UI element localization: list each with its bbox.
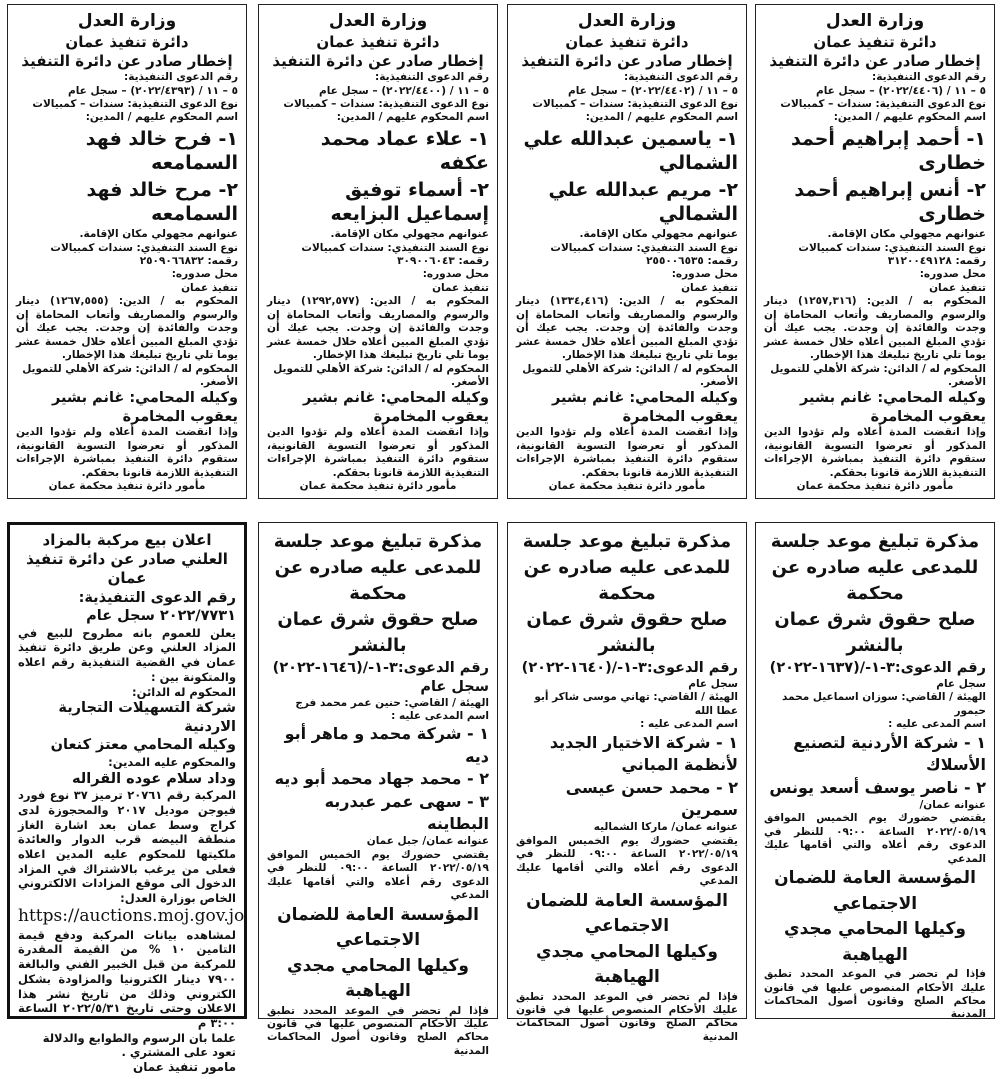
defendant-name: ٢ - ناصر يوسف أسعد يونس xyxy=(769,777,986,797)
defendants-label: اسم المحكوم عليهم / المدين: xyxy=(336,111,489,124)
defendant-name: ١ - شركة الاختيار الجديد لأنظمة المباني xyxy=(549,732,738,775)
issue-place-label: محل صدوره: xyxy=(171,268,238,281)
document-number: رقمه: ٣٠٩٠٠٦٠٤٣ xyxy=(397,255,489,267)
judge: الهيئة / القاضي: حنين عمر محمد فرج xyxy=(295,696,489,709)
judge: الهيئة / القاضي: سوزان اسماعيل محمد حيمور xyxy=(782,691,986,717)
defendant-label: اسم المدعى عليه : xyxy=(888,718,986,731)
signature: مأمور دائرة تنفيذ محكمة عمان xyxy=(548,480,706,493)
issue-place: تنفيذ عمان xyxy=(432,281,489,294)
fees-note: علما بان الرسوم والطوابع والدلالة تعود على المشتري . xyxy=(42,1030,236,1060)
defendant-name: ٢ - محمد جهاد محمد أبو ديه xyxy=(274,769,489,789)
creditor: المحكوم له / الدائن: شركة الأهلي للتمويل الأصغر. xyxy=(273,362,489,388)
amount-text: المحكوم به / الدين: (١٣٣٤,٤١٦) دينار والرسوم والمصاريف وأتعاب المحاماة إن وجدت والفائدة إن وجدت. يجب عيك أن تؤدي المبلغ المبين أعلاه خلال خمسة عشر يوما تلي تاريخ تبليغك هذا الإخطار. xyxy=(516,295,739,362)
department-name: دائرة تنفيذ عمان xyxy=(565,32,689,51)
execution-notice xyxy=(7,4,247,499)
hearing-title: مذكرة تبليغ موعد جلسة xyxy=(522,531,732,552)
plaintiff: المؤسسة العامة للضمان الاجتماعي xyxy=(526,890,728,937)
document-type: نوع السند التنفيذي: سندات كمبيالات xyxy=(550,241,738,254)
warning-text: وإذا انقضت المدة أعلاه ولم تؤدوا الدين المذكور أو تعرضوا التسوية القانونية، ستقوم دائرة التنفيذ بمباشرة الإجراءات التنفيذية اللازمة قانونا بحقكم. xyxy=(267,426,489,479)
hearing-title: مذكرة تبليغ موعد جلسة xyxy=(770,531,980,552)
defendant-name: ٢- مرح خالد فهد السمامعه xyxy=(86,178,238,225)
registry: سجل عام xyxy=(936,678,986,691)
hearing-body: يقتضي حضورك يوم الخميس الموافق ٢٠٢٢/٠٥/١٩ الساعة ٠٩:٠٠ للنظر في الدعوى رقم أعلاه والتي أقامها عليك المدعي xyxy=(764,812,986,865)
debtor-label: والمحكوم عليه المدين: xyxy=(108,754,236,769)
department-name: دائرة تنفيذ عمان xyxy=(65,32,189,51)
notice-headline: إخطار صادر عن دائرة التنفيذ xyxy=(769,51,981,70)
auction-details: لمشاهده بيانات المركبة ودفع قيمة التامين ١٠ % من القيمة المقدرة للمركبة من قبل الخبير الفني والبالغة ٧٩٠٠ دينار الكترونيا والمزاودة بشكل الكتروني وذلك من تاريخ نشر هذا الاعلان وحتى تاريخ ٢٠٢٢/٥/٣١ الساعة ٣:٠٠ م xyxy=(18,927,236,1030)
case-type: نوع الدعوى التنفيذية: سندات – كمبيالات xyxy=(780,98,986,110)
auction-intro: يعلن للعموم بانه مطروح للبيع في المزاد العلني وعن طريق دائرة تنفيذ عمان في القضية التنفيذية رقم اعلاه والمتكونة بين : xyxy=(18,625,236,684)
hearing-notice xyxy=(755,522,995,1019)
case-type: نوع الدعوى التنفيذية: سندات – كمبيالات xyxy=(283,98,489,110)
case-type: نوع الدعوى التنفيذية: سندات – كمبيالات xyxy=(32,98,238,110)
notice-headline: إخطار صادر عن دائرة التنفيذ xyxy=(21,51,233,70)
warning-text: وإذا انقضت المدة أعلاه ولم تؤدوا الدين المذكور أو تعرضوا التسوية القانونية، ستقوم دائرة التنفيذ بمباشرة الإجراءات التنفيذية اللازمة قانونا بحقكم. xyxy=(764,426,986,479)
case-number: رقم الدعوى:٣-١-/(١٦٤٠-٢٠٢٢) xyxy=(521,660,738,677)
plaintiff-lawyer: وكيلها المحامي مجدي الهياهبة xyxy=(784,919,966,965)
defendant-name: ٢- أسماء توفيق إسماعيل البزايعه xyxy=(330,178,489,225)
plaintiff-lawyer: وكيلها المحامي مجدي الهياهبة xyxy=(287,955,469,1002)
address: عنوانهم مجهولي مكان الإقامة. xyxy=(579,228,738,241)
address: عنوانهم مجهولي مكان الإقامة. xyxy=(79,228,238,241)
signature: مامور تنفيذ عمان xyxy=(132,1060,236,1075)
defendant-name: ٢- أنس إبراهيم أحمد خطارى xyxy=(794,178,986,225)
amount-text: المحكوم به / الدين: (١٢٥٧,٣١٦) دينار والرسوم والمصاريف وأتعاب المحاماة إن وجدت والفائدة إن وجدت. يجب عيك أن تؤدي المبلغ المبين أعلاه خلال خمسة عشر يوما تلي تاريخ تبليغك هذا الإخطار. xyxy=(764,295,987,362)
defendant-name: ٢- مريم عبدالله علي الشمالي xyxy=(548,178,738,225)
creditor-lawyer: وكيله المحامي: غانم بشير يعقوب المخامرة xyxy=(551,390,738,425)
warning-text: فإذا لم تحضر في الموعد المحدد تطبق عليك الأحكام المنصوص عليها في قانون محاكم الصلح وقانون أصول المحاكمات المدنية xyxy=(267,1004,489,1057)
case-number: ٥ – ١١ / (٢٠٢٢/٤٣٩٣) – سجل عام xyxy=(68,84,238,97)
address: عنوانه عمان/ xyxy=(919,798,986,811)
case-number: ٥ – ١١ / (٢٠٢٢/٤٤٠٢) – سجل عام xyxy=(568,84,738,97)
execution-notice xyxy=(755,4,995,499)
defendant-name: ١- أحمد إبراهيم أحمد خطارى xyxy=(791,127,986,175)
auction-url-link[interactable]: https://auctions.moj.gov.jo xyxy=(18,905,245,926)
hearing-court: صلح حقوق شرق عمان بالنشر xyxy=(277,609,479,657)
address: عنوانه عمان/ جبل عمان xyxy=(366,835,489,848)
ministry-name: وزارة العدل xyxy=(77,11,177,31)
case-label: رقم الدعوى التنفيذية: xyxy=(872,71,986,84)
case-number: ٥ – ١١ / (٢٠٢٢/٤٤٠٠) – سجل عام xyxy=(319,84,489,97)
issue-place-label: محل صدوره: xyxy=(422,268,489,281)
case-type: نوع الدعوى التنفيذية: سندات – كمبيالات xyxy=(532,98,738,110)
case-number: رقم الدعوى:٣-١-/(١٦٤٦-٢٠٢٢) سجل عام xyxy=(272,660,489,696)
issue-place-label: محل صدوره: xyxy=(919,268,986,281)
registry: سجل عام xyxy=(688,678,738,691)
creditor-lawyer: وكيله المحامي معتز كنعان xyxy=(50,737,236,754)
hearing-body: يقتضي حضورك يوم الخميس الموافق ٢٠٢٢/٠٥/١٩ الساعة ٠٩:٠٠ للنظر في الدعوى رقم أعلاه والتي أقامها عليك المدعي xyxy=(267,848,489,902)
judge: الهيئة / القاضي: تهاني موسى شاكر أبو عطا الله xyxy=(534,691,738,717)
document-number: رقمه: ٣١٢٠٠٤٩١٢٨ xyxy=(887,255,986,267)
address: عنوانه عمان/ ماركا الشماليه xyxy=(593,821,738,834)
amount-text: المحكوم به / الدين: (١٢٦٧,٥٥٥) دينار والرسوم والمصاريف وأتعاب المحاماة إن وجدت والفائدة إن وجدت. يجب عيك أن تؤدي المبلغ المبين أعلاه خلال خمسة عشر يوما تلي تاريخ تبليغك هذا الإخطار. xyxy=(16,295,239,362)
document-number: رقمه: ٢٥٠٩٠٦٦٨٣٢ xyxy=(139,255,238,267)
defendants-label: اسم المحكوم عليهم / المدين: xyxy=(585,111,738,124)
notice-headline: إخطار صادر عن دائرة التنفيذ xyxy=(272,51,484,70)
address: عنوانهم مجهولي مكان الإقامة. xyxy=(827,228,986,241)
hearing-court: صلح حقوق شرق عمان بالنشر xyxy=(526,609,728,657)
debtor: وداد سلام عوده القراله xyxy=(72,770,236,787)
creditor-lawyer: وكيله المحامي: غانم بشير يعقوب المخامرة xyxy=(799,390,986,425)
hearing-court: صلح حقوق شرق عمان بالنشر xyxy=(774,609,976,657)
defendant-label: اسم المدعى عليه : xyxy=(391,710,489,722)
warning-text: وإذا انقضت المدة أعلاه ولم تؤدوا الدين المذكور أو تعرضوا التسوية القانونية، ستقوم دائرة التنفيذ بمباشرة الإجراءات التنفيذية اللازمة قانونا بحقكم. xyxy=(16,426,238,479)
hearing-notice xyxy=(258,522,498,1057)
creditor-lawyer: وكيله المحامي: غانم بشير يعقوب المخامرة xyxy=(302,390,489,425)
document-type: نوع السند التنفيذي: سندات كمبيالات xyxy=(301,241,489,254)
creditor: المحكوم له / الدائن: شركة الأهلي للتمويل الأصغر. xyxy=(770,362,986,388)
plaintiff-lawyer: وكيلها المحامي مجدي الهياهبة xyxy=(536,941,718,988)
defendant-name: ١ - شركة الأردنية لتصنيع الأسلاك xyxy=(793,732,986,775)
amount-text: المحكوم به / الدين: (١٢٩٢,٥٧٧) دينار والرسوم والمصاريف وأتعاب المحاماة إن وجدت والفائدة إن وجدت. يجب عيك أن تؤدي المبلغ المبين أعلاه خلال خمسة عشر يوما تلي تاريخ تبليغك هذا الإخطار. xyxy=(267,295,490,362)
signature: مأمور دائرة تنفيذ محكمة عمان xyxy=(48,480,206,493)
creditor-lawyer: وكيله المحامي: غانم بشير يعقوب المخامرة xyxy=(51,390,238,425)
defendant-name: ١- فرح خالد فهد السمامعه xyxy=(85,127,238,175)
warning-text: وإذا انقضت المدة أعلاه ولم تؤدوا الدين المذكور أو تعرضوا التسوية القانونية، ستقوم دائرة التنفيذ بمباشرة الإجراءات التنفيذية اللازمة قانونا بحقكم. xyxy=(516,426,738,479)
defendant-name: ١- علاء عماد محمد عكفه xyxy=(320,127,489,175)
notice-headline: إخطار صادر عن دائرة التنفيذ xyxy=(521,51,733,70)
plaintiff: المؤسسة العامة للضمان الاجتماعي xyxy=(774,868,976,914)
issue-place: تنفيذ عمان xyxy=(681,281,738,294)
auction-notice xyxy=(7,522,247,1075)
defendant-name: ٣ - سهى عمر عبدربه البطاينه xyxy=(324,791,489,833)
defendant-label: اسم المدعى عليه : xyxy=(640,718,738,731)
defendants-label: اسم المحكوم عليهم / المدين: xyxy=(85,111,238,124)
issue-place: تنفيذ عمان xyxy=(929,281,986,294)
hearing-line: للمدعى عليه صادره عن محكمة xyxy=(771,557,979,605)
case-label: رقم الدعوى التنفيذية: xyxy=(375,71,489,84)
department-name: دائرة تنفيذ عمان xyxy=(813,32,937,51)
defendant-name: ٢ - محمد حسن عيسى سمرين xyxy=(565,777,738,819)
address: عنوانهم مجهولي مكان الإقامة. xyxy=(330,228,489,241)
hearing-line: للمدعى عليه صادره عن محكمة xyxy=(523,557,731,605)
execution-notice xyxy=(507,4,747,499)
case-number: رقم الدعوى:٣-١-/(١٦٣٧-٢٠٢٢) xyxy=(769,660,986,677)
hearing-notice xyxy=(507,522,747,1043)
case-number: رقم الدعوى التنفيذية: ٢٠٢٢/٧٧٣١ سجل عام xyxy=(78,589,236,625)
issue-place: تنفيذ عمان xyxy=(181,281,238,294)
defendants-label: اسم المحكوم عليهم / المدين: xyxy=(833,111,986,124)
vehicle-details: المركبة رقم ٢٠٧٦١ ترميز ٣٧ نوع فورد فيوجن موديل ٢٠١٧ والمحجوزة لدى كراج وسط عمان بعد اشارة الغاز منطقة البيضه قرب الدوار والعائدة ملكيتها للمحكوم عليه المدين اعلاه فعلى من يرغب بالاشتراك في المزاد الدخول الى موقع المزادات الالكتروني الخاص بوزارة العدل: xyxy=(18,788,237,906)
ministry-name: وزارة العدل xyxy=(825,11,925,31)
ministry-name: وزارة العدل xyxy=(577,11,677,31)
department-name: دائرة تنفيذ عمان xyxy=(316,32,440,51)
hearing-body: يقتضي حضورك يوم الخميس الموافق ٢٠٢٢/٠٥/١٩ الساعة ٠٩:٠٠ للنظر في الدعوى رقم أعلاه والتي أقامها عليك المدعي xyxy=(516,834,738,888)
case-label: رقم الدعوى التنفيذية: xyxy=(124,71,238,84)
execution-notice xyxy=(258,4,498,499)
plaintiff: المؤسسة العامة للضمان الاجتماعي xyxy=(277,904,479,951)
warning-text: فإذا لم تحضر في الموعد المحدد تطبق عليك الأحكام المنصوص عليها في قانون محاكم الصلح وقانون أصول المحاكمات المدنية xyxy=(764,968,986,1021)
creditor: شركة التسهيلات التجارية الاردنية xyxy=(58,700,236,735)
issue-place-label: محل صدوره: xyxy=(671,268,738,281)
ministry-name: وزارة العدل xyxy=(328,11,428,31)
signature: مأمور دائرة تنفيذ محكمة عمان xyxy=(299,480,457,493)
defendant-name: ١- ياسمين عبدالله علي الشمالي xyxy=(523,127,738,175)
warning-text: فإذا لم تحضر في الموعد المحدد تطبق عليك الأحكام المنصوص عليها في قانون محاكم الصلح وقانون أصول المحاكمات المدنية xyxy=(516,990,738,1043)
creditor-label: المحكوم له الدائن: xyxy=(132,684,236,699)
document-type: نوع السند التنفيذي: سندات كمبيالات xyxy=(50,241,238,254)
creditor: المحكوم له / الدائن: شركة الأهلي للتمويل الأصغر. xyxy=(522,362,738,388)
document-type: نوع السند التنفيذي: سندات كمبيالات xyxy=(798,241,986,254)
case-number: ٥ – ١١ / (٢٠٢٢/٤٤٠٦) – سجل عام xyxy=(816,84,986,97)
creditor: المحكوم له / الدائن: شركة الأهلي للتمويل الأصغر. xyxy=(22,362,238,388)
hearing-title: مذكرة تبليغ موعد جلسة xyxy=(273,531,483,552)
defendant-name: ١ - شركة محمد و ماهر أبو ديه xyxy=(284,724,489,766)
hearing-line: للمدعى عليه صادره عن محكمة xyxy=(274,557,482,605)
auction-title: اعلان بيع مركبة بالمزاد العلني صادر عن دائرة تنفيذ عمان xyxy=(26,531,228,588)
document-number: رقمه: ٢٥٥٠٠٦٥٣٥ xyxy=(646,255,738,267)
case-label: رقم الدعوى التنفيذية: xyxy=(624,71,738,84)
signature: مأمور دائرة تنفيذ محكمة عمان xyxy=(796,480,954,493)
